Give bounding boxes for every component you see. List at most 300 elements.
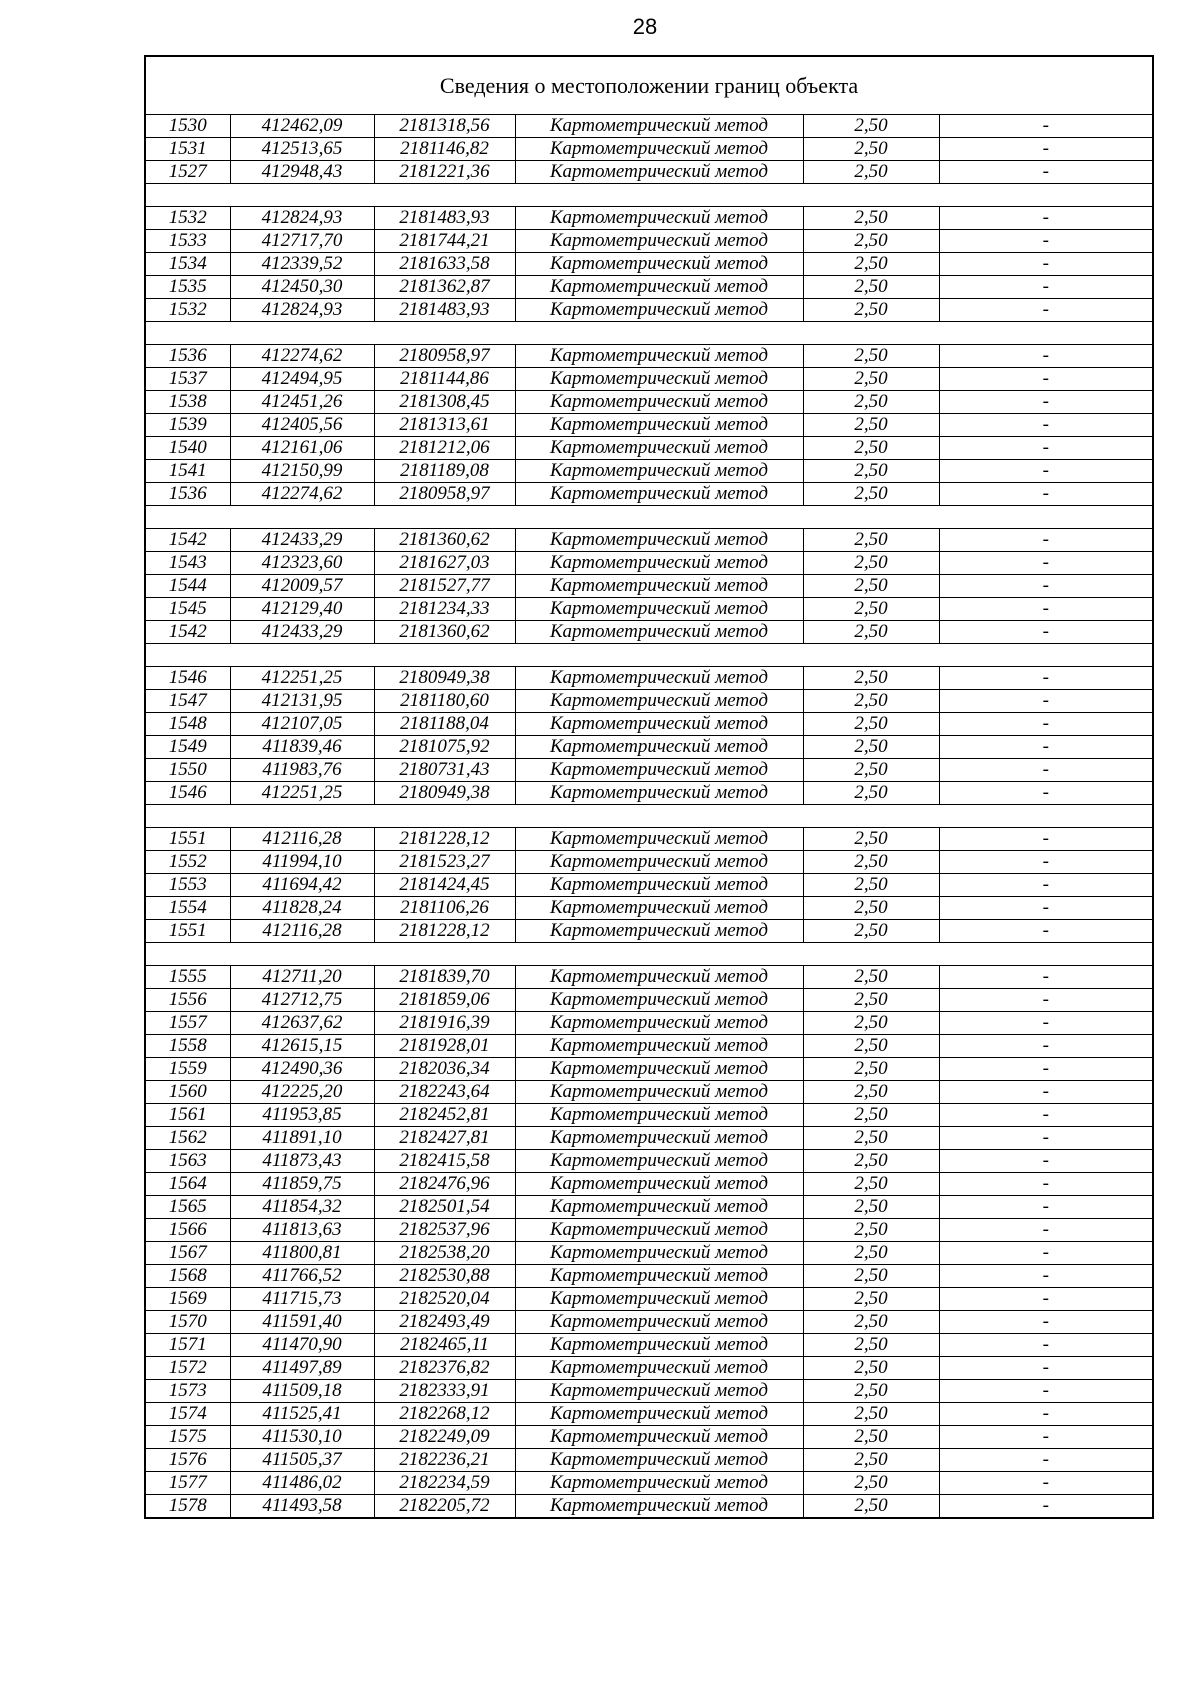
x-coordinate-cell: 412433,29 xyxy=(230,621,374,644)
accuracy-cell: 2,50 xyxy=(803,713,939,736)
y-coordinate-cell: 2181144,86 xyxy=(374,368,515,391)
accuracy-cell: 2,50 xyxy=(803,897,939,920)
accuracy-cell: 2,50 xyxy=(803,1311,939,1334)
x-coordinate-cell: 412490,36 xyxy=(230,1058,374,1081)
method-cell: Картометрический метод xyxy=(515,1219,803,1242)
accuracy-cell: 2,50 xyxy=(803,1334,939,1357)
note-cell: - xyxy=(939,1403,1153,1426)
x-coordinate-cell: 411493,58 xyxy=(230,1495,374,1519)
table-title: Сведения о местоположении границ объекта xyxy=(145,56,1153,115)
accuracy-cell: 2,50 xyxy=(803,621,939,644)
note-cell: - xyxy=(939,460,1153,483)
table-row xyxy=(145,138,1153,161)
accuracy-cell: 2,50 xyxy=(803,1058,939,1081)
note-cell: - xyxy=(939,1357,1153,1380)
table-title-row xyxy=(145,56,1153,115)
method-cell: Картометрический метод xyxy=(515,713,803,736)
accuracy-cell: 2,50 xyxy=(803,667,939,690)
y-coordinate-cell: 2181916,39 xyxy=(374,1012,515,1035)
point-number-cell: 1539 xyxy=(145,414,230,437)
contour-separator-row xyxy=(145,805,1153,828)
point-number-cell: 1547 xyxy=(145,690,230,713)
y-coordinate-cell: 2182376,82 xyxy=(374,1357,515,1380)
contour-separator-cell xyxy=(145,184,1153,207)
method-cell: Картометрический метод xyxy=(515,1242,803,1265)
y-coordinate-cell: 2182036,34 xyxy=(374,1058,515,1081)
table-row xyxy=(145,529,1153,552)
note-cell: - xyxy=(939,966,1153,989)
y-coordinate-cell: 2181627,03 xyxy=(374,552,515,575)
table-row xyxy=(145,437,1153,460)
table-row xyxy=(145,1449,1153,1472)
y-coordinate-cell: 2182415,58 xyxy=(374,1150,515,1173)
table-row xyxy=(145,368,1153,391)
note-cell: - xyxy=(939,161,1153,184)
accuracy-cell: 2,50 xyxy=(803,966,939,989)
table-row xyxy=(145,1150,1153,1173)
x-coordinate-cell: 411715,73 xyxy=(230,1288,374,1311)
accuracy-cell: 2,50 xyxy=(803,598,939,621)
method-cell: Картометрический метод xyxy=(515,437,803,460)
contour-separator-cell xyxy=(145,322,1153,345)
accuracy-cell: 2,50 xyxy=(803,759,939,782)
x-coordinate-cell: 411813,63 xyxy=(230,1219,374,1242)
point-number-cell: 1546 xyxy=(145,782,230,805)
y-coordinate-cell: 2181928,01 xyxy=(374,1035,515,1058)
point-number-cell: 1561 xyxy=(145,1104,230,1127)
x-coordinate-cell: 412107,05 xyxy=(230,713,374,736)
y-coordinate-cell: 2181839,70 xyxy=(374,966,515,989)
table-row xyxy=(145,1104,1153,1127)
x-coordinate-cell: 412009,57 xyxy=(230,575,374,598)
point-number-cell: 1550 xyxy=(145,759,230,782)
point-number-cell: 1536 xyxy=(145,483,230,506)
method-cell: Картометрический метод xyxy=(515,1265,803,1288)
note-cell: - xyxy=(939,1288,1153,1311)
contour-separator-row xyxy=(145,184,1153,207)
method-cell: Картометрический метод xyxy=(515,690,803,713)
method-cell: Картометрический метод xyxy=(515,1380,803,1403)
point-number-cell: 1562 xyxy=(145,1127,230,1150)
x-coordinate-cell: 412637,62 xyxy=(230,1012,374,1035)
method-cell: Картометрический метод xyxy=(515,598,803,621)
table-row xyxy=(145,759,1153,782)
method-cell: Картометрический метод xyxy=(515,1127,803,1150)
y-coordinate-cell: 2181234,33 xyxy=(374,598,515,621)
y-coordinate-cell: 2180731,43 xyxy=(374,759,515,782)
point-number-cell: 1568 xyxy=(145,1265,230,1288)
method-cell: Картометрический метод xyxy=(515,1012,803,1035)
y-coordinate-cell: 2181189,08 xyxy=(374,460,515,483)
table-row xyxy=(145,276,1153,299)
note-cell: - xyxy=(939,851,1153,874)
table-row xyxy=(145,667,1153,690)
table-row xyxy=(145,1081,1153,1104)
x-coordinate-cell: 412116,28 xyxy=(230,828,374,851)
accuracy-cell: 2,50 xyxy=(803,529,939,552)
x-coordinate-cell: 412711,20 xyxy=(230,966,374,989)
note-cell: - xyxy=(939,782,1153,805)
method-cell: Картометрический метод xyxy=(515,1357,803,1380)
y-coordinate-cell: 2182205,72 xyxy=(374,1495,515,1519)
note-cell: - xyxy=(939,1449,1153,1472)
note-cell: - xyxy=(939,391,1153,414)
accuracy-cell: 2,50 xyxy=(803,414,939,437)
y-coordinate-cell: 2182501,54 xyxy=(374,1196,515,1219)
point-number-cell: 1554 xyxy=(145,897,230,920)
table-row xyxy=(145,391,1153,414)
note-cell: - xyxy=(939,920,1153,943)
note-cell: - xyxy=(939,529,1153,552)
method-cell: Картометрический метод xyxy=(515,1081,803,1104)
x-coordinate-cell: 411530,10 xyxy=(230,1426,374,1449)
point-number-cell: 1532 xyxy=(145,299,230,322)
x-coordinate-cell: 412150,99 xyxy=(230,460,374,483)
note-cell: - xyxy=(939,1012,1153,1035)
accuracy-cell: 2,50 xyxy=(803,1288,939,1311)
table-row xyxy=(145,828,1153,851)
method-cell: Картометрический метод xyxy=(515,552,803,575)
accuracy-cell: 2,50 xyxy=(803,161,939,184)
accuracy-cell: 2,50 xyxy=(803,1219,939,1242)
method-cell: Картометрический метод xyxy=(515,1196,803,1219)
y-coordinate-cell: 2182520,04 xyxy=(374,1288,515,1311)
note-cell: - xyxy=(939,483,1153,506)
accuracy-cell: 2,50 xyxy=(803,989,939,1012)
point-number-cell: 1530 xyxy=(145,115,230,138)
accuracy-cell: 2,50 xyxy=(803,874,939,897)
table-row xyxy=(145,161,1153,184)
point-number-cell: 1535 xyxy=(145,276,230,299)
note-cell: - xyxy=(939,253,1153,276)
table-row xyxy=(145,1173,1153,1196)
method-cell: Картометрический метод xyxy=(515,1150,803,1173)
accuracy-cell: 2,50 xyxy=(803,1380,939,1403)
y-coordinate-cell: 2181228,12 xyxy=(374,828,515,851)
note-cell: - xyxy=(939,575,1153,598)
point-number-cell: 1569 xyxy=(145,1288,230,1311)
point-number-cell: 1548 xyxy=(145,713,230,736)
y-coordinate-cell: 2181188,04 xyxy=(374,713,515,736)
table-row xyxy=(145,897,1153,920)
accuracy-cell: 2,50 xyxy=(803,1242,939,1265)
x-coordinate-cell: 412405,56 xyxy=(230,414,374,437)
x-coordinate-cell: 412251,25 xyxy=(230,782,374,805)
y-coordinate-cell: 2181308,45 xyxy=(374,391,515,414)
x-coordinate-cell: 412451,26 xyxy=(230,391,374,414)
point-number-cell: 1551 xyxy=(145,828,230,851)
method-cell: Картометрический метод xyxy=(515,966,803,989)
method-cell: Картометрический метод xyxy=(515,253,803,276)
point-number-cell: 1566 xyxy=(145,1219,230,1242)
accuracy-cell: 2,50 xyxy=(803,1495,939,1519)
method-cell: Картометрический метод xyxy=(515,575,803,598)
table-row xyxy=(145,230,1153,253)
method-cell: Картометрический метод xyxy=(515,828,803,851)
note-cell: - xyxy=(939,1150,1153,1173)
accuracy-cell: 2,50 xyxy=(803,1035,939,1058)
point-number-cell: 1544 xyxy=(145,575,230,598)
method-cell: Картометрический метод xyxy=(515,345,803,368)
contour-separator-cell xyxy=(145,805,1153,828)
table-row xyxy=(145,115,1153,138)
point-number-cell: 1570 xyxy=(145,1311,230,1334)
x-coordinate-cell: 412251,25 xyxy=(230,667,374,690)
x-coordinate-cell: 412824,93 xyxy=(230,207,374,230)
y-coordinate-cell: 2182243,64 xyxy=(374,1081,515,1104)
point-number-cell: 1538 xyxy=(145,391,230,414)
y-coordinate-cell: 2181212,06 xyxy=(374,437,515,460)
point-number-cell: 1551 xyxy=(145,920,230,943)
note-cell: - xyxy=(939,1472,1153,1495)
accuracy-cell: 2,50 xyxy=(803,1173,939,1196)
note-cell: - xyxy=(939,1334,1153,1357)
table-row xyxy=(145,1127,1153,1150)
note-cell: - xyxy=(939,713,1153,736)
point-number-cell: 1576 xyxy=(145,1449,230,1472)
x-coordinate-cell: 412225,20 xyxy=(230,1081,374,1104)
accuracy-cell: 2,50 xyxy=(803,460,939,483)
y-coordinate-cell: 2181313,61 xyxy=(374,414,515,437)
method-cell: Картометрический метод xyxy=(515,1334,803,1357)
method-cell: Картометрический метод xyxy=(515,230,803,253)
accuracy-cell: 2,50 xyxy=(803,299,939,322)
x-coordinate-cell: 411470,90 xyxy=(230,1334,374,1357)
x-coordinate-cell: 412450,30 xyxy=(230,276,374,299)
method-cell: Картометрический метод xyxy=(515,299,803,322)
point-number-cell: 1571 xyxy=(145,1334,230,1357)
table-row xyxy=(145,1012,1153,1035)
note-cell: - xyxy=(939,897,1153,920)
point-number-cell: 1541 xyxy=(145,460,230,483)
note-cell: - xyxy=(939,1058,1153,1081)
table-row xyxy=(145,966,1153,989)
method-cell: Картометрический метод xyxy=(515,1104,803,1127)
table-row xyxy=(145,782,1153,805)
x-coordinate-cell: 412494,95 xyxy=(230,368,374,391)
accuracy-cell: 2,50 xyxy=(803,276,939,299)
x-coordinate-cell: 411859,75 xyxy=(230,1173,374,1196)
y-coordinate-cell: 2181483,93 xyxy=(374,207,515,230)
note-cell: - xyxy=(939,1081,1153,1104)
accuracy-cell: 2,50 xyxy=(803,851,939,874)
x-coordinate-cell: 411766,52 xyxy=(230,1265,374,1288)
accuracy-cell: 2,50 xyxy=(803,1081,939,1104)
x-coordinate-cell: 412513,65 xyxy=(230,138,374,161)
method-cell: Картометрический метод xyxy=(515,1173,803,1196)
note-cell: - xyxy=(939,736,1153,759)
table-row xyxy=(145,414,1153,437)
x-coordinate-cell: 411994,10 xyxy=(230,851,374,874)
method-cell: Картометрический метод xyxy=(515,1495,803,1519)
point-number-cell: 1533 xyxy=(145,230,230,253)
x-coordinate-cell: 411505,37 xyxy=(230,1449,374,1472)
y-coordinate-cell: 2180949,38 xyxy=(374,667,515,690)
note-cell: - xyxy=(939,1196,1153,1219)
table-row xyxy=(145,1196,1153,1219)
table-row xyxy=(145,299,1153,322)
accuracy-cell: 2,50 xyxy=(803,690,939,713)
contour-separator-cell xyxy=(145,506,1153,529)
note-cell: - xyxy=(939,1242,1153,1265)
accuracy-cell: 2,50 xyxy=(803,345,939,368)
table-row xyxy=(145,851,1153,874)
x-coordinate-cell: 411591,40 xyxy=(230,1311,374,1334)
note-cell: - xyxy=(939,989,1153,1012)
point-number-cell: 1545 xyxy=(145,598,230,621)
note-cell: - xyxy=(939,276,1153,299)
note-cell: - xyxy=(939,828,1153,851)
note-cell: - xyxy=(939,1035,1153,1058)
accuracy-cell: 2,50 xyxy=(803,1012,939,1035)
method-cell: Картометрический метод xyxy=(515,115,803,138)
x-coordinate-cell: 412433,29 xyxy=(230,529,374,552)
y-coordinate-cell: 2181106,26 xyxy=(374,897,515,920)
y-coordinate-cell: 2182465,11 xyxy=(374,1334,515,1357)
y-coordinate-cell: 2182493,49 xyxy=(374,1311,515,1334)
point-number-cell: 1578 xyxy=(145,1495,230,1519)
accuracy-cell: 2,50 xyxy=(803,253,939,276)
table-row xyxy=(145,1035,1153,1058)
y-coordinate-cell: 2181228,12 xyxy=(374,920,515,943)
y-coordinate-cell: 2181180,60 xyxy=(374,690,515,713)
point-number-cell: 1573 xyxy=(145,1380,230,1403)
note-cell: - xyxy=(939,368,1153,391)
table-row xyxy=(145,920,1153,943)
method-cell: Картометрический метод xyxy=(515,483,803,506)
x-coordinate-cell: 411854,32 xyxy=(230,1196,374,1219)
contour-separator-row xyxy=(145,644,1153,667)
note-cell: - xyxy=(939,598,1153,621)
table-row xyxy=(145,1403,1153,1426)
point-number-cell: 1532 xyxy=(145,207,230,230)
x-coordinate-cell: 411953,85 xyxy=(230,1104,374,1127)
table-row xyxy=(145,1219,1153,1242)
contour-separator-row xyxy=(145,506,1153,529)
table-row xyxy=(145,690,1153,713)
table-row xyxy=(145,1288,1153,1311)
method-cell: Картометрический метод xyxy=(515,851,803,874)
table-row xyxy=(145,1334,1153,1357)
point-number-cell: 1542 xyxy=(145,621,230,644)
point-number-cell: 1567 xyxy=(145,1242,230,1265)
y-coordinate-cell: 2182249,09 xyxy=(374,1426,515,1449)
table-row xyxy=(145,1265,1153,1288)
point-number-cell: 1558 xyxy=(145,1035,230,1058)
table-row xyxy=(145,253,1153,276)
table-row xyxy=(145,460,1153,483)
y-coordinate-cell: 2181523,27 xyxy=(374,851,515,874)
point-number-cell: 1559 xyxy=(145,1058,230,1081)
y-coordinate-cell: 2181075,92 xyxy=(374,736,515,759)
note-cell: - xyxy=(939,690,1153,713)
table-row xyxy=(145,874,1153,897)
note-cell: - xyxy=(939,759,1153,782)
y-coordinate-cell: 2180958,97 xyxy=(374,483,515,506)
y-coordinate-cell: 2181146,82 xyxy=(374,138,515,161)
method-cell: Картометрический метод xyxy=(515,1472,803,1495)
x-coordinate-cell: 412129,40 xyxy=(230,598,374,621)
point-number-cell: 1564 xyxy=(145,1173,230,1196)
x-coordinate-cell: 412339,52 xyxy=(230,253,374,276)
accuracy-cell: 2,50 xyxy=(803,920,939,943)
y-coordinate-cell: 2182333,91 xyxy=(374,1380,515,1403)
y-coordinate-cell: 2182234,59 xyxy=(374,1472,515,1495)
table-row xyxy=(145,989,1153,1012)
x-coordinate-cell: 412462,09 xyxy=(230,115,374,138)
note-cell: - xyxy=(939,230,1153,253)
method-cell: Картометрический метод xyxy=(515,1058,803,1081)
method-cell: Картометрический метод xyxy=(515,667,803,690)
accuracy-cell: 2,50 xyxy=(803,483,939,506)
table-row xyxy=(145,598,1153,621)
x-coordinate-cell: 412824,93 xyxy=(230,299,374,322)
note-cell: - xyxy=(939,1265,1153,1288)
x-coordinate-cell: 412712,75 xyxy=(230,989,374,1012)
note-cell: - xyxy=(939,1173,1153,1196)
y-coordinate-cell: 2181360,62 xyxy=(374,529,515,552)
y-coordinate-cell: 2181360,62 xyxy=(374,621,515,644)
x-coordinate-cell: 412323,60 xyxy=(230,552,374,575)
table-row xyxy=(145,1242,1153,1265)
method-cell: Картометрический метод xyxy=(515,897,803,920)
y-coordinate-cell: 2182537,96 xyxy=(374,1219,515,1242)
y-coordinate-cell: 2182236,21 xyxy=(374,1449,515,1472)
accuracy-cell: 2,50 xyxy=(803,736,939,759)
table-row xyxy=(145,1472,1153,1495)
note-cell: - xyxy=(939,437,1153,460)
point-number-cell: 1575 xyxy=(145,1426,230,1449)
point-number-cell: 1560 xyxy=(145,1081,230,1104)
y-coordinate-cell: 2182427,81 xyxy=(374,1127,515,1150)
table-row xyxy=(145,713,1153,736)
y-coordinate-cell: 2181424,45 xyxy=(374,874,515,897)
y-coordinate-cell: 2182452,81 xyxy=(374,1104,515,1127)
point-number-cell: 1565 xyxy=(145,1196,230,1219)
table-row xyxy=(145,736,1153,759)
note-cell: - xyxy=(939,1219,1153,1242)
table-row xyxy=(145,1311,1153,1334)
method-cell: Картометрический метод xyxy=(515,989,803,1012)
point-number-cell: 1536 xyxy=(145,345,230,368)
note-cell: - xyxy=(939,299,1153,322)
accuracy-cell: 2,50 xyxy=(803,1472,939,1495)
x-coordinate-cell: 411525,41 xyxy=(230,1403,374,1426)
method-cell: Картометрический метод xyxy=(515,1311,803,1334)
point-number-cell: 1542 xyxy=(145,529,230,552)
contour-separator-cell xyxy=(145,644,1153,667)
note-cell: - xyxy=(939,207,1153,230)
point-number-cell: 1572 xyxy=(145,1357,230,1380)
method-cell: Картометрический метод xyxy=(515,874,803,897)
accuracy-cell: 2,50 xyxy=(803,828,939,851)
note-cell: - xyxy=(939,874,1153,897)
method-cell: Картометрический метод xyxy=(515,391,803,414)
y-coordinate-cell: 2182538,20 xyxy=(374,1242,515,1265)
y-coordinate-cell: 2182530,88 xyxy=(374,1265,515,1288)
x-coordinate-cell: 411509,18 xyxy=(230,1380,374,1403)
boundary-table xyxy=(144,55,1154,1519)
method-cell: Картометрический метод xyxy=(515,207,803,230)
method-cell: Картометрический метод xyxy=(515,1288,803,1311)
x-coordinate-cell: 411828,24 xyxy=(230,897,374,920)
method-cell: Картометрический метод xyxy=(515,276,803,299)
method-cell: Картометрический метод xyxy=(515,1449,803,1472)
table-body xyxy=(145,56,1153,1518)
x-coordinate-cell: 412615,15 xyxy=(230,1035,374,1058)
note-cell: - xyxy=(939,138,1153,161)
y-coordinate-cell: 2181221,36 xyxy=(374,161,515,184)
